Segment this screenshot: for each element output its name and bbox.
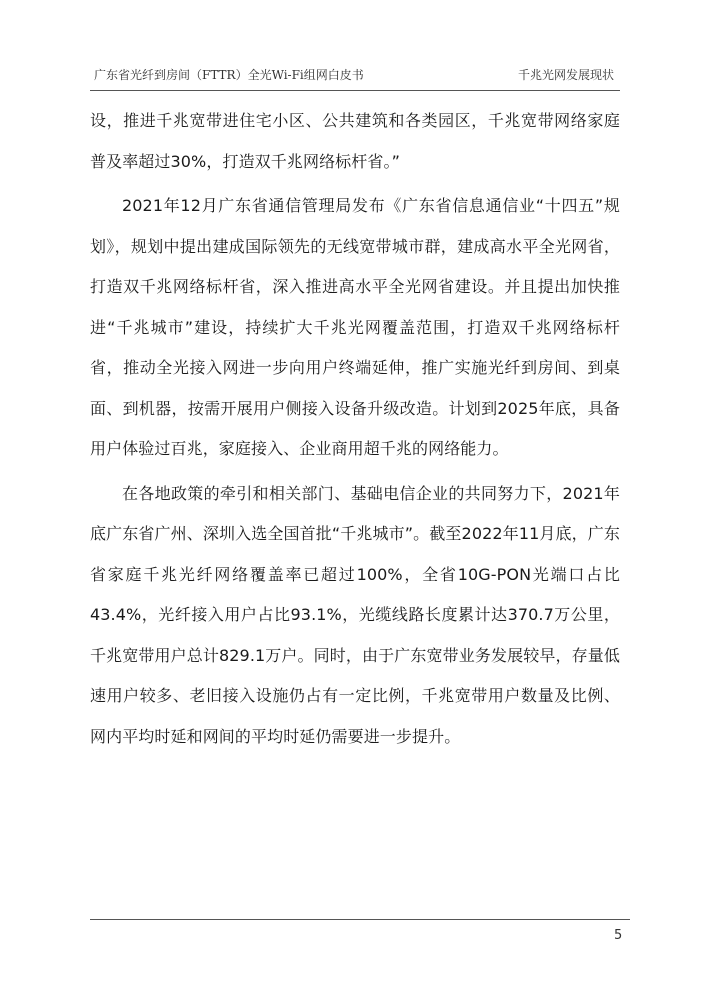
page-number: 5 [614,928,623,943]
header-divider [90,90,620,91]
footer-divider [90,919,630,920]
body-text [90,101,620,757]
header-document-title: 广东省光纤到房间（FTTR）全光Wi-Fi组网白皮书 [94,68,364,82]
header-section-title: 千兆光网发展现状 [517,68,614,82]
paragraph-progress-stats: 在各地政策的牵引和相关部门、基础电信企业的共同努力下，2021年底广东省广州、深圳入选全国首批“千兆城市”。截至2022年11月底，广东省家庭千兆光纤网络覆盖率已超过100%，全省10G-PON光端口占比43.4%，光纤接入用户占比93.1%，光缆线路长度累计达370.7万公里，千兆宽带用户总计829.1万户。同时，由于广东宽带业务发展较早，存量低速用户较多、老旧接入设施仍占有一定比例，千兆宽带用户数量及比例、网内平均时延和网间的平均时延仍需要进一步提升。 [90,483,620,746]
paragraph-policy-plan: 2021年12月广东省通信管理局发布《广东省信息通信业“十四五”规划》，规划中提出建成国际领先的无线宽带城市群，建成高水平全光网省，打造双千兆网络标杆省，深入推进高水平全光网省建设。并且提出加快推进“千兆城市”建设，持续扩大千兆光网覆盖范围，打造双千兆网络标杆省，推动全光接入网进一步向用户终端延伸，推广实施光纤到房间、到桌面、到机器，按需开展用户侧接入设备升级改造。计划到2025年底，具备用户体验过百兆，家庭接入、企业商用超千兆的网络能力。 [90,196,620,458]
paragraph-continuation: 设，推进千兆宽带进住宅小区、公共建筑和各类园区，千兆宽带网络家庭普及率超过30%，打造双千兆网络标杆省。” [90,111,620,171]
